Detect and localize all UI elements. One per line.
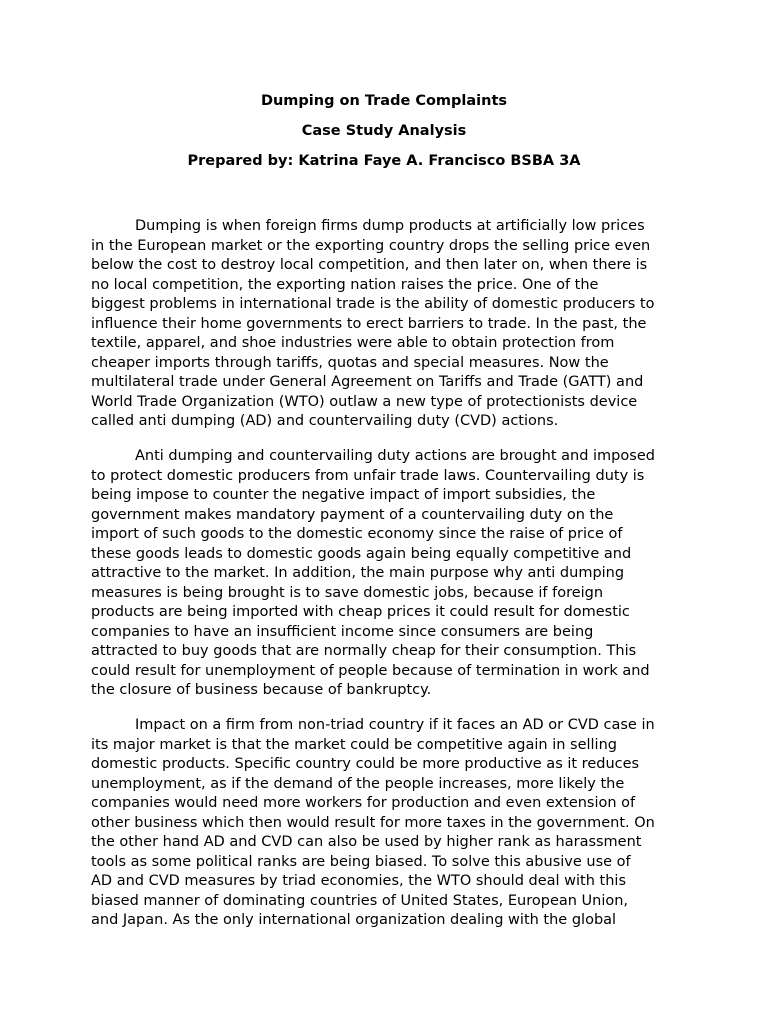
text-line: import of such goods to the domestic economy since the raise of price of — [91, 526, 623, 542]
text-line: to protect domestic producers from unfair trade laws. Countervailing duty is — [91, 467, 645, 484]
text-line: the other hand AD and CVD can also be used by higher rank as harassment — [91, 834, 642, 850]
text-line: Dumping is when foreign firms dump products at artificially low prices — [135, 218, 645, 234]
text-line: unemployment, as if the demand of the people increases, more likely the — [91, 775, 625, 792]
text-line: World Trade Organization (WTO) outlaw a new type of protectionists device — [91, 393, 638, 410]
paragraph-1 — [91, 217, 691, 432]
text-line: called anti dumping (AD) and countervailing duty (CVD) actions. — [91, 413, 559, 429]
text-line: in the European market or the exporting country drops the selling price even — [91, 237, 651, 254]
text-line: its major market is that the market could be competitive again in selling — [91, 736, 617, 753]
text-line: the closure of business because of bankruptcy. — [91, 682, 432, 698]
text-line: no local competition, the exporting nation raises the price. One of the — [91, 276, 599, 293]
text-line: biased manner of dominating countries of United States, European Union, — [91, 892, 629, 909]
text-line: AD and CVD measures by triad economies, the WTO should deal with this — [91, 873, 626, 889]
text-line: could result for unemployment of people because of termination in work and — [91, 662, 650, 679]
prepared-by-line: Prepared by: Katrina Faye A. Francisco BSBA 3A — [187, 153, 581, 169]
text-line: biggest problems in international trade is the ability of domestic producers to — [91, 296, 655, 312]
document-subtitle: Case Study Analysis — [301, 123, 467, 139]
text-line: government makes mandatory payment of a countervailing duty on the — [91, 506, 614, 523]
text-line: cheaper imports through tariffs, quotas and special measures. Now the — [91, 354, 609, 371]
text-line: attracted to buy goods that are normally cheap for their consumption. This — [91, 643, 637, 659]
text-line: attractive to the market. In addition, the main purpose why anti dumping — [91, 565, 625, 581]
text-line: companies to have an insufficient income since consumers are being — [91, 623, 594, 640]
text-line: these goods leads to domestic goods again being equally competitive and — [91, 545, 632, 562]
text-line: being impose to counter the negative impact of import subsidies, the — [91, 487, 596, 503]
paragraph-3 — [91, 716, 691, 931]
text-line: products are being imported with cheap prices it could result for domestic — [91, 604, 630, 620]
text-line: companies would need more workers for production and even extension of — [91, 795, 636, 811]
text-line: other business which then would result for more taxes in the government. On — [91, 814, 655, 831]
text-line: influence their home governments to erect barriers to trade. In the past, the — [91, 315, 647, 332]
text-line: textile, apparel, and shoe industries were able to obtain protection from — [91, 335, 615, 351]
paragraph-2 — [91, 447, 691, 701]
document-title: Dumping on Trade Complaints — [260, 93, 508, 109]
text-line: Anti dumping and countervailing duty actions are brought and imposed — [135, 448, 655, 464]
text-line: below the cost to destroy local competition, and then later on, when there is — [91, 257, 648, 273]
text-line: and Japan. As the only international organization dealing with the global — [91, 912, 617, 928]
text-line: domestic products. Specific country could be more productive as it reduces — [91, 756, 640, 772]
text-line: multilateral trade under General Agreement on Tariffs and Trade (GATT) and — [91, 374, 644, 390]
text-line: measures is being brought is to save domestic jobs, because if foreign — [91, 584, 604, 601]
text-line: tools as some political ranks are being biased. To solve this abusive use of — [91, 853, 631, 870]
text-line: Impact on a firm from non-triad country if it faces an AD or CVD case in — [135, 717, 655, 733]
